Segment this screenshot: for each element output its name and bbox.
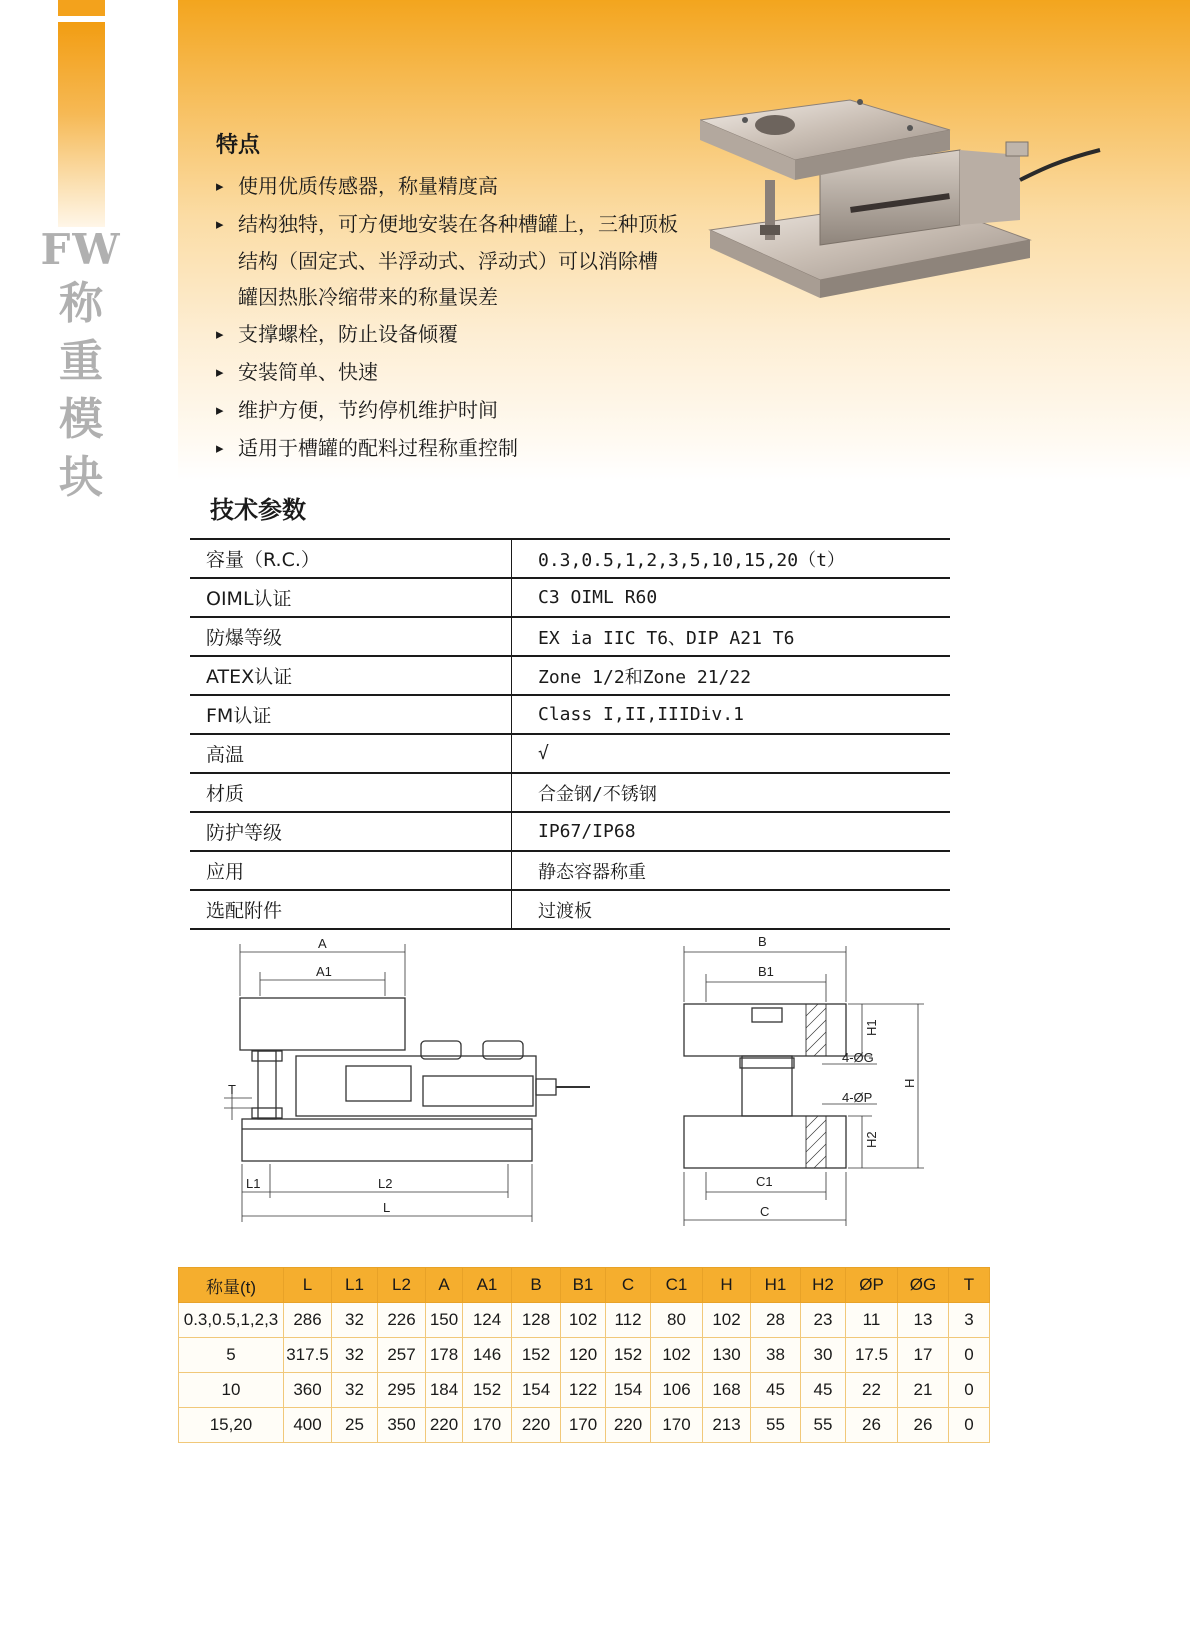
dim-cell: 220 [606,1408,651,1443]
dim-cell: 170 [561,1408,606,1443]
dim-cell: 22 [846,1373,898,1408]
spec-key: FM认证 [190,695,512,734]
dim-cell: 226 [378,1303,426,1338]
dim-cell: 32 [332,1373,378,1408]
spec-key: 选配附件 [190,890,512,929]
spec-row [190,656,950,695]
dim-cell: 170 [651,1408,703,1443]
feature-text: 维护方便，节约停机维护时间 [238,398,498,422]
dim-cell: 28 [751,1303,801,1338]
spec-value: √ [512,734,951,773]
vertical-title-char: 模 [59,394,103,445]
dim-cell: 286 [284,1303,332,1338]
dim-cell: 120 [561,1338,606,1373]
dim-cell: 38 [751,1338,801,1373]
feature-item [216,391,736,429]
dim-header: C1 [651,1268,703,1303]
dim-header: ØG [898,1268,949,1303]
dim-header: H [703,1268,751,1303]
spec-key: 高温 [190,734,512,773]
dim-cell: 0 [949,1338,990,1373]
end-view-drawing [672,936,942,1236]
dim-cell: 55 [751,1408,801,1443]
dim-cell: 55 [801,1408,846,1443]
vertical-title-char: 块 [59,452,103,503]
spec-key: 容量（R.C.） [190,539,512,578]
dim-cell: 128 [512,1303,561,1338]
dim-cell: 13 [898,1303,949,1338]
dim-cell: 220 [512,1408,561,1443]
dim-cell: 124 [463,1303,512,1338]
dim-cell: 26 [846,1408,898,1443]
dim-cell: 26 [898,1408,949,1443]
feature-text: 支撑螺栓，防止设备倾覆 [238,322,458,346]
dimensions-row [179,1408,990,1443]
product-image [700,80,1120,310]
dim-cell: 220 [426,1408,463,1443]
spec-row [190,695,950,734]
dim-cell: 154 [512,1373,561,1408]
spec-value: Zone 1/2和Zone 21/22 [512,656,951,695]
dim-cell: 15,20 [179,1408,284,1443]
dim-cell: 317.5 [284,1338,332,1373]
dim-cell: 17 [898,1338,949,1373]
dim-label-a1: A1 [316,964,332,979]
feature-item [216,353,736,391]
spec-value: IP67/IP68 [512,812,951,851]
dim-cell: 5 [179,1338,284,1373]
dim-label-h2: H2 [864,1131,879,1148]
dim-cell: 45 [751,1373,801,1408]
spec-value: 过渡板 [512,890,951,929]
dim-cell: 152 [463,1373,512,1408]
dim-cell: 130 [703,1338,751,1373]
dim-cell: 102 [561,1303,606,1338]
dim-cell: 102 [703,1303,751,1338]
spec-row [190,851,950,890]
strip-accent-top [58,0,105,16]
feature-item [216,205,736,315]
feature-item [216,429,736,467]
dim-cell: 80 [651,1303,703,1338]
dim-header: L2 [378,1268,426,1303]
dim-cell: 17.5 [846,1338,898,1373]
spec-row [190,812,950,851]
dim-cell: 0.3,0.5,1,2,3 [179,1303,284,1338]
dim-cell: 25 [332,1408,378,1443]
feature-text: 安装简单、快速 [238,360,378,384]
vertical-title-char: 称 [59,278,103,329]
dim-header: L [284,1268,332,1303]
spec-key: 防护等级 [190,812,512,851]
specs-heading: 技术参数 [210,496,306,524]
spec-key: ATEX认证 [190,656,512,695]
dimensions-header-row [179,1268,990,1303]
features-section [216,128,736,467]
dim-header: ØP [846,1268,898,1303]
spec-row [190,734,950,773]
dim-cell: 295 [378,1373,426,1408]
dim-cell: 154 [606,1373,651,1408]
spec-row [190,773,950,812]
side-strip [0,0,178,1649]
dim-label-h: H [902,1078,917,1088]
spec-key: OIML认证 [190,578,512,617]
dim-cell: 106 [651,1373,703,1408]
spec-row [190,578,950,617]
spec-value: 静态容器称重 [512,851,951,890]
dim-cell: 257 [378,1338,426,1373]
spec-value: Class I,II,IIIDiv.1 [512,695,951,734]
dim-label-b1: B1 [758,964,774,979]
dim-label-l1: L1 [246,1176,261,1191]
dim-header: C [606,1268,651,1303]
dim-header: T [949,1268,990,1303]
feature-text: 适用于槽罐的配料过程称重控制 [238,436,518,460]
dim-cell: 3 [949,1303,990,1338]
dim-label-b: B [758,936,767,949]
dim-header: A1 [463,1268,512,1303]
strip-accent-gradient [58,22,105,227]
dim-cell: 102 [651,1338,703,1373]
feature-text: 结构独特，可方便地安装在各种槽罐上，三种顶板 [238,212,678,236]
dim-cell: 150 [426,1303,463,1338]
dim-cell: 146 [463,1338,512,1373]
spec-value: EX ia IIC T6、DIP A21 T6 [512,617,951,656]
dim-cell: 152 [606,1338,651,1373]
dim-label-l: L [383,1200,391,1215]
spec-value: C3 OIML R60 [512,578,951,617]
feature-text-continued: 结构（固定式、半浮动式、浮动式）可以消除槽 [238,249,658,273]
spec-row [190,539,950,578]
dim-cell: 0 [949,1408,990,1443]
dim-label-c1: C1 [756,1174,773,1189]
dim-cell: 45 [801,1373,846,1408]
feature-text-continued: 罐因热胀冷缩带来的称量误差 [238,285,498,309]
dim-cell: 400 [284,1408,332,1443]
spec-key: 应用 [190,851,512,890]
dim-cell: 170 [463,1408,512,1443]
spec-key: 材质 [190,773,512,812]
dim-label-c: C [760,1204,770,1219]
dim-cell: 152 [512,1338,561,1373]
dim-label-l2: L2 [378,1176,393,1191]
spec-key: 防爆等级 [190,617,512,656]
spec-value: 0.3,0.5,1,2,3,5,10,15,20（t） [512,539,951,578]
dim-cell: 23 [801,1303,846,1338]
dim-header: H1 [751,1268,801,1303]
dim-header: A [426,1268,463,1303]
specs-table [190,538,950,930]
vertical-title [36,225,126,507]
dim-cell: 32 [332,1338,378,1373]
vertical-title-char: 重 [59,336,103,387]
feature-text: 使用优质传感器，称量精度高 [238,174,498,198]
dimensions-row [179,1373,990,1408]
feature-item [216,167,736,205]
dim-header: 称量(t) [179,1268,284,1303]
vertical-title-latin: FW [40,225,122,274]
dim-cell: 213 [703,1408,751,1443]
dim-label-g: 4-ØG [842,1050,874,1065]
side-view-drawing [218,936,608,1236]
dim-label-p: 4-ØP [842,1090,873,1105]
dim-cell: 32 [332,1303,378,1338]
dim-label-a: A [318,936,327,951]
dim-label-h1: H1 [864,1019,879,1036]
dim-cell: 168 [703,1373,751,1408]
spec-row [190,617,950,656]
spec-value: 合金钢/不锈钢 [512,773,951,812]
dimensions-row [179,1303,990,1338]
dimensions-table [178,1267,990,1443]
dim-cell: 30 [801,1338,846,1373]
spec-row [190,890,950,929]
dim-header: L1 [332,1268,378,1303]
features-heading: 特点 [216,133,261,158]
dim-header: B1 [561,1268,606,1303]
dim-cell: 184 [426,1373,463,1408]
dim-cell: 350 [378,1408,426,1443]
dim-cell: 0 [949,1373,990,1408]
dim-cell: 21 [898,1373,949,1408]
dim-cell: 360 [284,1373,332,1408]
feature-item [216,315,736,353]
dim-header: B [512,1268,561,1303]
dim-label-t: T [228,1082,236,1097]
dim-cell: 178 [426,1338,463,1373]
dim-cell: 10 [179,1373,284,1408]
dimensions-row [179,1338,990,1373]
dim-cell: 11 [846,1303,898,1338]
dim-cell: 122 [561,1373,606,1408]
dim-header: H2 [801,1268,846,1303]
dim-cell: 112 [606,1303,651,1338]
